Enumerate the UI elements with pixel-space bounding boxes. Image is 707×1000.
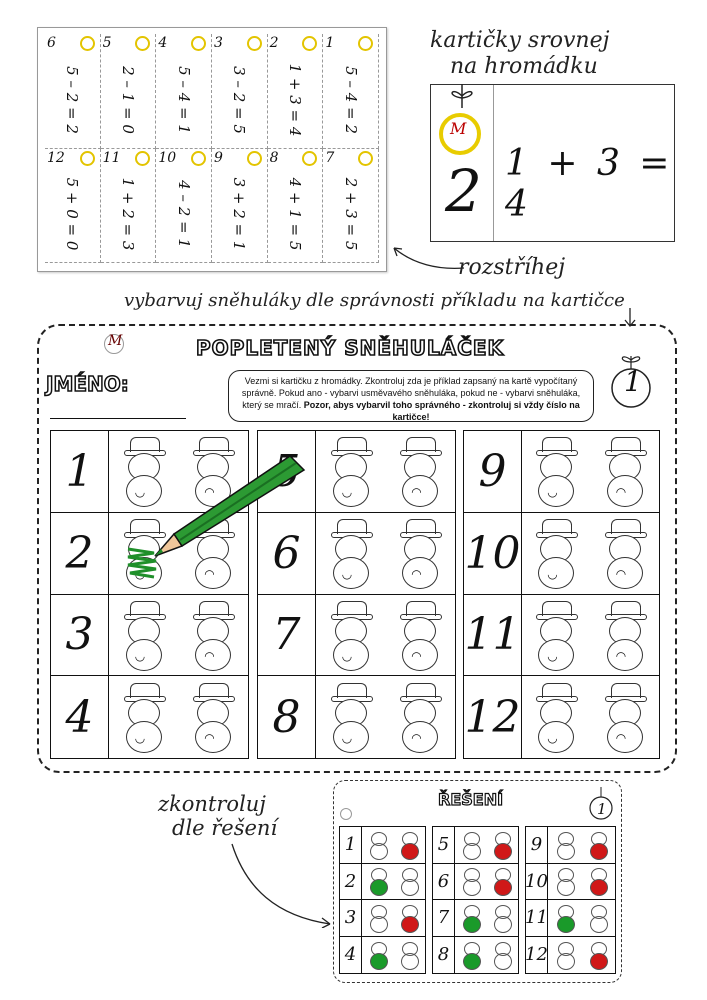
card-equation: 1 + 2 = 3 bbox=[118, 177, 137, 251]
instruction-text: Vezmi si kartičku z hromádky. Zkontroluj zda je příklad zapsaný na kartě vypočítaný správně. Pokud ano - vybarvi usměvavého sněhuláka, pokud ne - vybarvi sněhuláka, který se mračí. bbox=[241, 376, 581, 410]
card-equation: 5 + 0 = 0 bbox=[63, 177, 82, 251]
check-label-1: zkontroluj bbox=[158, 792, 266, 816]
solution-row bbox=[526, 937, 615, 974]
card-number: 8 bbox=[269, 149, 279, 166]
solution-number: 6 bbox=[433, 864, 455, 900]
ornament-icon bbox=[247, 36, 262, 51]
solution-number: 1 bbox=[340, 827, 362, 863]
solution-snowman-smiling bbox=[552, 830, 578, 860]
solution-snowman-smiling bbox=[552, 903, 578, 933]
card-equation: 4 – 2 = 1 bbox=[174, 180, 193, 249]
solution-number: 9 bbox=[526, 827, 548, 863]
ornament-number: 1 bbox=[624, 365, 642, 398]
solution-row bbox=[340, 937, 425, 974]
snowman-frowning[interactable]: ◠ bbox=[187, 435, 239, 507]
card-number: 5 bbox=[102, 35, 112, 51]
snowman-row bbox=[258, 676, 455, 758]
snowman-smiling[interactable]: ◡ bbox=[118, 599, 170, 671]
snowman-row bbox=[464, 595, 659, 677]
solution-snowman-frowning bbox=[396, 830, 422, 860]
sort-label-2: na hromádku bbox=[450, 54, 598, 79]
snowman-smiling[interactable]: ◡ bbox=[118, 435, 170, 507]
solution-snowman-smiling bbox=[458, 903, 484, 933]
row-number: 6 bbox=[258, 513, 316, 594]
card-number: 3 bbox=[214, 35, 223, 51]
solution-row bbox=[433, 827, 518, 864]
solution-row bbox=[526, 827, 615, 864]
row-number: 7 bbox=[258, 595, 316, 676]
row-number: 9 bbox=[464, 431, 522, 512]
ornament-icon bbox=[358, 151, 373, 166]
solution-snowman-smiling bbox=[458, 830, 484, 860]
ornament-icon bbox=[80, 151, 95, 166]
solution-row bbox=[340, 827, 425, 864]
ornament-icon bbox=[135, 151, 150, 166]
snowman-frowning[interactable]: ◠ bbox=[599, 435, 651, 507]
solution-snowman-smiling bbox=[458, 940, 484, 970]
ornament-icon bbox=[302, 36, 317, 51]
logo: M bbox=[450, 119, 467, 138]
snowman-smiling[interactable]: ◡ bbox=[530, 681, 582, 753]
card bbox=[156, 149, 212, 264]
name-field[interactable] bbox=[50, 418, 186, 419]
snowman-smiling[interactable]: ◡ bbox=[325, 435, 377, 507]
card-equation: 2 – 1 = 0 bbox=[118, 65, 137, 134]
solution-column bbox=[525, 826, 616, 974]
card bbox=[268, 149, 324, 264]
snowman-frowning[interactable]: ◠ bbox=[394, 435, 446, 507]
solution-snowman-frowning bbox=[396, 866, 422, 896]
solution-snowman-smiling bbox=[458, 866, 484, 896]
name-label: JMÉNO: bbox=[46, 372, 129, 396]
snowman-smiling[interactable]: ◡ bbox=[118, 517, 170, 589]
snowman-smiling[interactable]: ◡ bbox=[118, 681, 170, 753]
card-number: 6 bbox=[47, 35, 56, 51]
snowman-frowning[interactable]: ◠ bbox=[187, 681, 239, 753]
snowman-smiling[interactable]: ◡ bbox=[530, 599, 582, 671]
snowman-column bbox=[463, 430, 660, 759]
snowman-smiling[interactable]: ◡ bbox=[530, 517, 582, 589]
solution-row bbox=[526, 900, 615, 937]
solution-column bbox=[432, 826, 519, 974]
color-instruction: vybarvuj sněhuláky dle správnosti příkladu na kartičce bbox=[124, 290, 625, 311]
snowman-frowning[interactable]: ◠ bbox=[187, 517, 239, 589]
card-number: 11 bbox=[102, 149, 121, 166]
snowman-row bbox=[464, 431, 659, 513]
worksheet-title: POPLETENÝ SNĚHULÁČEK bbox=[196, 336, 505, 360]
row-number: 11 bbox=[464, 595, 522, 676]
bow-icon bbox=[442, 82, 482, 112]
solution-row bbox=[433, 900, 518, 937]
snowman-smiling[interactable]: ◡ bbox=[530, 435, 582, 507]
snowman-frowning[interactable]: ◠ bbox=[394, 599, 446, 671]
ornament-icon bbox=[80, 36, 95, 51]
card-equation: 5 – 2 = 2 bbox=[63, 65, 82, 134]
snowman-frowning[interactable]: ◠ bbox=[599, 681, 651, 753]
snowman-smiling[interactable]: ◡ bbox=[325, 681, 377, 753]
example-card-number: 2 bbox=[445, 157, 482, 225]
solution-title: ŘEŠENÍ bbox=[438, 790, 504, 809]
card-number: 7 bbox=[325, 149, 335, 166]
snowman-row bbox=[464, 676, 659, 758]
card bbox=[45, 34, 101, 149]
row-number: 1 bbox=[51, 431, 109, 512]
solution-number: 5 bbox=[433, 827, 455, 863]
solution-number: 8 bbox=[433, 937, 455, 974]
card-equation: 4 + 1 = 5 bbox=[285, 177, 304, 251]
snowman-row bbox=[258, 595, 455, 677]
card-equation: 3 + 2 = 1 bbox=[230, 177, 249, 251]
snowman-smiling[interactable]: ◡ bbox=[325, 517, 377, 589]
card-equation: 1 + 3 = 4 bbox=[285, 63, 304, 137]
solution-snowman-frowning bbox=[489, 830, 515, 860]
ornament-icon bbox=[302, 151, 317, 166]
solution-number: 7 bbox=[433, 900, 455, 936]
card-number: 2 bbox=[269, 35, 279, 51]
snowman-row bbox=[51, 595, 248, 677]
solution-snowman-frowning bbox=[489, 903, 515, 933]
card-sheet bbox=[37, 27, 387, 272]
snowman-frowning[interactable]: ◠ bbox=[394, 681, 446, 753]
logo-icon bbox=[340, 808, 352, 820]
ornament-icon bbox=[191, 151, 206, 166]
row-number: 4 bbox=[51, 676, 109, 758]
ornament-icon bbox=[191, 36, 206, 51]
example-card-equation: 1 + 3 = 4 bbox=[505, 143, 674, 225]
solution-snowman-frowning bbox=[585, 903, 611, 933]
ornament-icon bbox=[358, 36, 373, 51]
row-number: 10 bbox=[464, 513, 522, 594]
solution-snowman-frowning bbox=[396, 940, 422, 970]
solution-snowman-smiling bbox=[365, 830, 391, 860]
solution-snowman-smiling bbox=[365, 940, 391, 970]
solution-row bbox=[340, 900, 425, 937]
solution-row bbox=[526, 864, 615, 901]
card bbox=[101, 34, 157, 149]
solution-number: 2 bbox=[340, 864, 362, 900]
solution-snowman-smiling bbox=[365, 866, 391, 896]
snowman-frowning[interactable]: ◠ bbox=[599, 599, 651, 671]
card bbox=[156, 34, 212, 149]
card-number: 1 bbox=[325, 35, 335, 51]
instruction-box bbox=[228, 370, 594, 422]
card bbox=[212, 34, 268, 149]
check-label-2: dle řešení bbox=[172, 816, 278, 840]
solution-snowman-frowning bbox=[585, 940, 611, 970]
solution-row bbox=[340, 864, 425, 901]
snowman-frowning[interactable]: ◠ bbox=[599, 517, 651, 589]
sort-label-1: kartičky srovnej bbox=[430, 28, 610, 53]
card bbox=[212, 149, 268, 264]
cut-label: rozstříhej bbox=[458, 255, 566, 280]
row-number: 2 bbox=[51, 513, 109, 594]
ornament-icon bbox=[247, 151, 262, 166]
solution-snowman-frowning bbox=[585, 866, 611, 896]
card-equation: 5 – 4 = 2 bbox=[341, 65, 360, 134]
snowman-frowning[interactable]: ◠ bbox=[394, 517, 446, 589]
row-number: 3 bbox=[51, 595, 109, 676]
card-number: 4 bbox=[158, 35, 168, 51]
solution-number: 11 bbox=[526, 900, 548, 936]
snowman-row bbox=[51, 676, 248, 758]
card-number: 12 bbox=[47, 149, 65, 166]
card-equation: 3 – 2 = 5 bbox=[230, 65, 249, 134]
pencil-icon bbox=[150, 448, 310, 563]
card-equation: 2 + 3 = 5 bbox=[341, 177, 360, 251]
solution-snowman-smiling bbox=[365, 903, 391, 933]
solution-ornament-number: 1 bbox=[597, 800, 607, 818]
card bbox=[323, 34, 379, 149]
card bbox=[323, 149, 379, 264]
snowman-smiling[interactable]: ◡ bbox=[325, 599, 377, 671]
solution-snowman-frowning bbox=[396, 903, 422, 933]
card bbox=[268, 34, 324, 149]
card bbox=[45, 149, 101, 264]
solution-snowman-smiling bbox=[552, 866, 578, 896]
solution-column bbox=[339, 826, 426, 974]
solution-number: 10 bbox=[526, 864, 548, 900]
row-number: 12 bbox=[464, 676, 522, 758]
solution-number: 12 bbox=[526, 937, 548, 974]
card-equation: 5 – 4 = 1 bbox=[174, 65, 193, 134]
instruction-bold: Pozor, abys vybarvil toho správného - zkontroluj si vždy číslo na kartičce! bbox=[303, 400, 580, 422]
solution-row bbox=[433, 864, 518, 901]
arrow-icon bbox=[388, 238, 468, 278]
solution-row bbox=[433, 937, 518, 974]
solution-snowman-smiling bbox=[552, 940, 578, 970]
snowman-row bbox=[464, 513, 659, 595]
solution-snowman-frowning bbox=[489, 866, 515, 896]
ornament-icon bbox=[135, 36, 150, 51]
row-number: 8 bbox=[258, 676, 316, 758]
card-number: 9 bbox=[214, 149, 223, 166]
solution-snowman-frowning bbox=[489, 940, 515, 970]
snowman-frowning[interactable]: ◠ bbox=[187, 599, 239, 671]
solution-number: 4 bbox=[340, 937, 362, 974]
card-number: 10 bbox=[158, 149, 177, 166]
card bbox=[101, 149, 157, 264]
arrow-icon bbox=[226, 838, 336, 928]
solution-snowman-frowning bbox=[585, 830, 611, 860]
solution-number: 3 bbox=[340, 900, 362, 936]
